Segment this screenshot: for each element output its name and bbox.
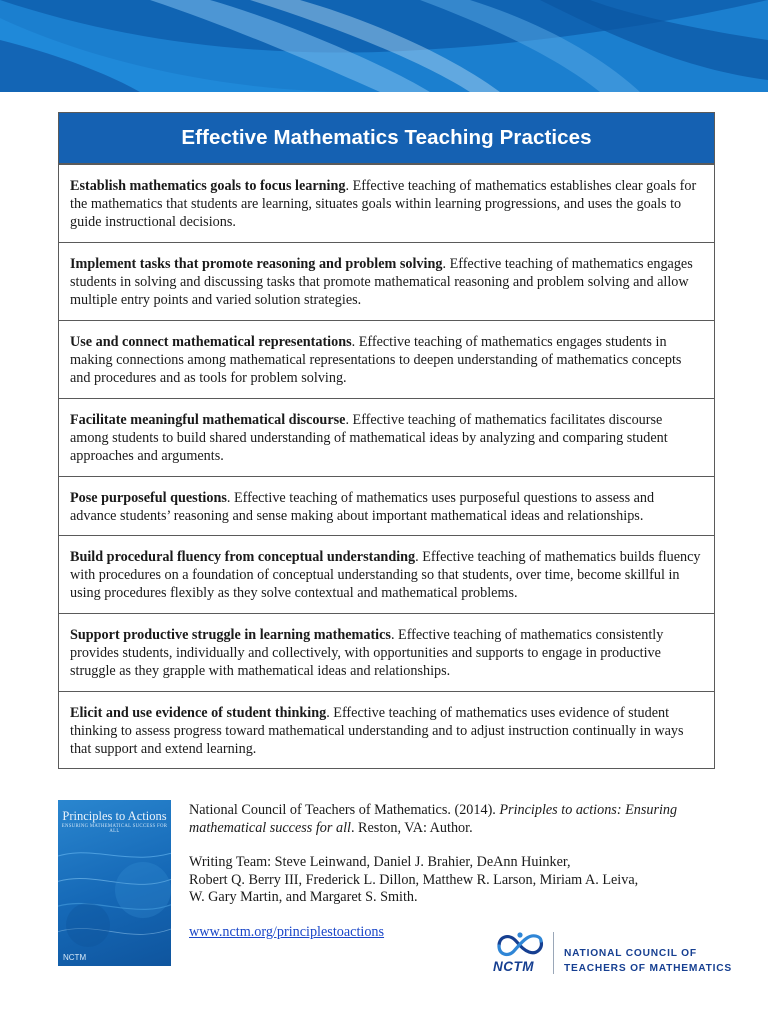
writing-team-line: Robert Q. Berry III, Frederick L. Dillon, Matthew R. Larson, Miriam A. Leiva, [189,871,639,888]
nctm-logo [493,930,732,976]
practice-row [59,398,714,476]
practice-description: . Effective teaching of mathematics engages students in making connections among mathematical representations to deepen understanding of mathematics concepts and procedures and as tools for problem solving. [70,334,682,387]
banner-swoosh-graphic [0,0,768,92]
header-banner [0,0,768,92]
table-header [59,113,714,164]
practice-row [59,476,714,535]
practice-name: Elicit and use evidence of student thinking [70,705,327,721]
logo-divider [553,932,554,974]
practice-description: . Effective teaching of mathematics establishes clear goals for the mathematics that students are learning, situates goals within learning progressions, and uses the goals to guide instructional decisions. [70,178,697,231]
table-title: Effective Mathematics Teaching Practices [181,126,592,149]
nctm-symbol-icon [493,930,549,960]
book-cover-art [58,830,171,966]
practice-row [59,320,714,398]
citation-publisher: . Reston, VA: Author. [350,819,473,836]
writing-team-line: Writing Team: Steve Leinwand, Daniel J. Brahier, DeAnn Huinker, [189,854,571,871]
practice-row [59,242,714,320]
citation-title: Principles to actions: Ensuring mathematical success for all [189,802,678,836]
practice-name: Implement tasks that promote reasoning and problem solving [70,256,443,272]
writing-team [189,854,709,907]
practice-description: . Effective teaching of mathematics facilitates discourse among students to build shared understanding of mathematical ideas by analyzing and comparing student approaches and arguments. [70,412,668,465]
nctm-name-line: TEACHERS OF MATHEMATICS [564,962,732,974]
citation-author-year: National Council of Teachers of Mathematics. (2014). [189,802,496,818]
practice-name: Establish mathematics goals to focus learning [70,178,346,194]
nctm-name-line: NATIONAL COUNCIL OF [564,948,697,959]
nctm-acronym: NCTM [493,959,534,974]
writing-team-line: W. Gary Martin, and Margaret S. Smith. [189,889,418,906]
practice-name: Build procedural fluency from conceptual understanding [70,549,416,565]
practice-name: Support productive struggle in learning mathematics [70,627,391,643]
practice-row [59,164,714,242]
nctm-full-name [564,947,732,976]
principles-link[interactable]: www.nctm.org/principlestoactions [189,923,385,940]
practice-row [59,535,714,613]
practice-name: Pose purposeful questions [70,490,227,506]
practice-description: . Effective teaching of mathematics engages students in solving and discussing tasks that promote mathematical reasoning and problem solving and allow multiple entry points and varied solution strategies. [70,256,693,309]
book-publisher-mark: NCTM [63,953,87,962]
practice-description: . Effective teaching of mathematics uses purposeful questions to assess and advance students’ reasoning and sense making about important mathematical ideas and relationships. [70,490,655,525]
practice-description: . Effective teaching of mathematics uses evidence of student thinking to assess progress toward mathematical understanding and to adjust instruction continually in ways that support and extend learning. [70,705,684,758]
citation-reference [189,802,709,837]
practices-table [58,112,715,769]
book-title: Principles to Actions [62,809,167,823]
book-cover-image [58,800,171,966]
practice-row [59,691,714,768]
book-subtitle: ENSURING MATHEMATICAL SUCCESS FOR ALL [61,824,168,834]
practice-name: Facilitate meaningful mathematical discourse [70,412,346,428]
practice-name: Use and connect mathematical representations [70,334,352,350]
practice-description: . Effective teaching of mathematics consistently provides students, individually and collectively, with opportunities and supports to engage in productive struggle as they grapple with mathematical ideas and relationships. [70,627,664,680]
practice-row [59,613,714,691]
practice-description: . Effective teaching of mathematics builds fluency with procedures on a foundation of conceptual understanding so that students, over time, become skillful in using procedures flexibly as they solve contextual and mathematical problems. [70,549,701,602]
